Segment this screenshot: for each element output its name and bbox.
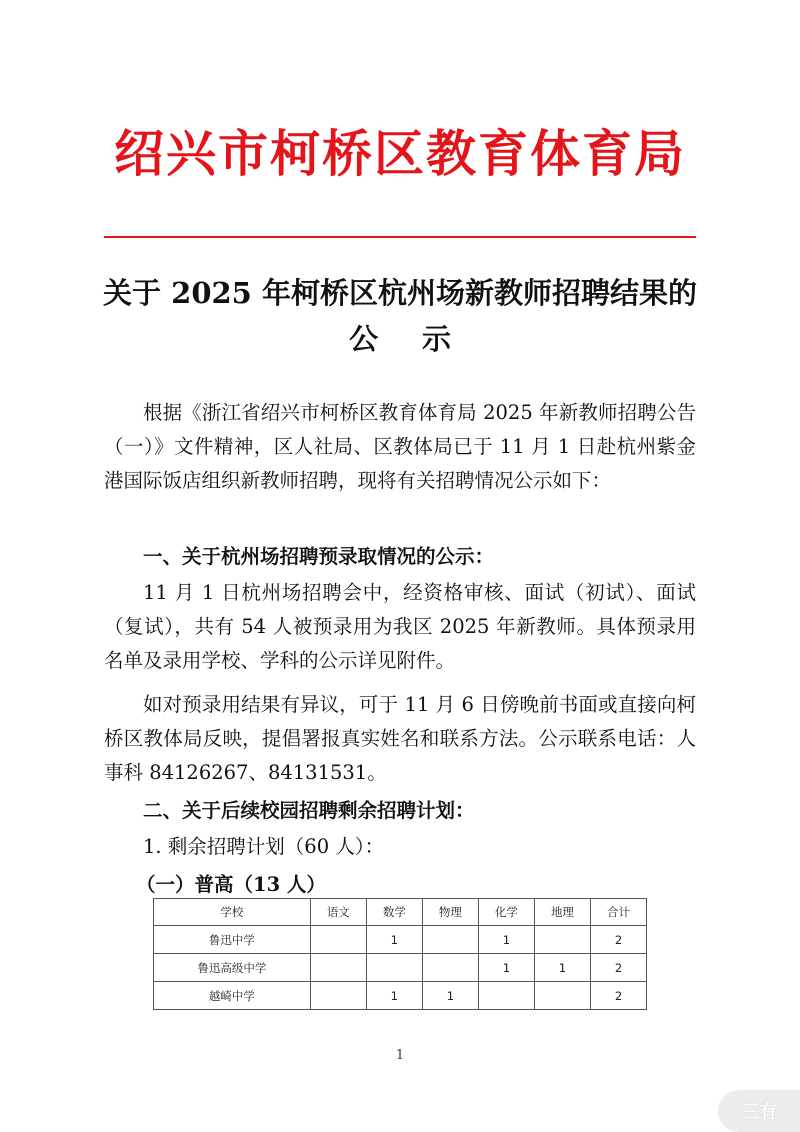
- title-line-1: 关于 2025 年柯桥区杭州场新教师招聘结果的: [103, 276, 697, 310]
- table-row: [154, 954, 647, 982]
- paragraph-results: 11 月 1 日杭州场招聘会中，经资格审核、面试（初试）、面试（复试），共有 54 人被预录用为我区 2025 年新教师。具体预录用名单及录用学校、学科的公示详见附件。: [104, 581, 696, 672]
- table-cell: 1: [366, 982, 422, 1010]
- table-header-cell: 地理: [534, 899, 590, 926]
- table-header-cell: 数学: [366, 899, 422, 926]
- table-cell: 鲁迅高级中学: [154, 954, 311, 982]
- table-header-cell: 语文: [310, 899, 366, 926]
- subsection-high-school: （一）普高（13 人）: [136, 873, 326, 896]
- org-header-title: 绍兴市柯桥区教育体育局: [114, 124, 686, 183]
- red-divider: [104, 236, 696, 238]
- document-title: [60, 270, 740, 362]
- table-cell: 1: [478, 926, 534, 954]
- table-cell: 1: [422, 982, 478, 1010]
- table-cell: [310, 926, 366, 954]
- table-cell: [534, 982, 590, 1010]
- table-cell: [366, 954, 422, 982]
- paragraph-objection: 如对预录用结果有异议，可于 11 月 6 日傍晚前书面或直接向柯桥区教体局反映，提倡署报真实姓名和联系方法。公示联系电话：人事科 84126267、84131531。: [104, 693, 696, 784]
- table-header-cell: 学校: [154, 899, 311, 926]
- table-header-cell: 物理: [422, 899, 478, 926]
- section-heading-2: 二、关于后续校园招聘剩余招聘计划：: [143, 799, 475, 822]
- table-header-cell: 化学: [478, 899, 534, 926]
- table-cell: [478, 982, 534, 1010]
- table-cell: 2: [590, 982, 646, 1010]
- table-cell: 2: [590, 954, 646, 982]
- table-row: [154, 982, 647, 1010]
- table-cell: [310, 954, 366, 982]
- app-badge-button[interactable]: [718, 1090, 800, 1132]
- table-cell: [422, 954, 478, 982]
- app-badge-label: 三有: [741, 1102, 777, 1123]
- recruitment-plan-table: [153, 898, 647, 1010]
- table-cell: 鲁迅中学: [154, 926, 311, 954]
- table-cell: 1: [534, 954, 590, 982]
- table-cell: 1: [478, 954, 534, 982]
- page-number: 1: [395, 1048, 405, 1063]
- table-cell: [534, 926, 590, 954]
- table-cell: 1: [366, 926, 422, 954]
- table-row: [154, 926, 647, 954]
- title-line-2: 公示: [348, 322, 495, 356]
- table-cell: 越崎中学: [154, 982, 311, 1010]
- table-cell: [310, 982, 366, 1010]
- subsection-remaining-plan: 1. 剩余招聘计划（60 人）：: [143, 835, 385, 858]
- paragraph-intro: 根据《浙江省绍兴市柯桥区教育体育局 2025 年新教师招聘公告（一）》文件精神，区人社局、区教体局已于 11 月 1 日赴杭州紫金港国际饭店组织新教师招聘，现将有关招聘情况公示如下：: [104, 401, 696, 492]
- table-cell: [422, 926, 478, 954]
- section-heading-1: 一、关于杭州场招聘预录取情况的公示：: [143, 545, 495, 568]
- table-header-cell: 合计: [590, 899, 646, 926]
- table-cell: 2: [590, 926, 646, 954]
- table-header-row: [154, 899, 647, 926]
